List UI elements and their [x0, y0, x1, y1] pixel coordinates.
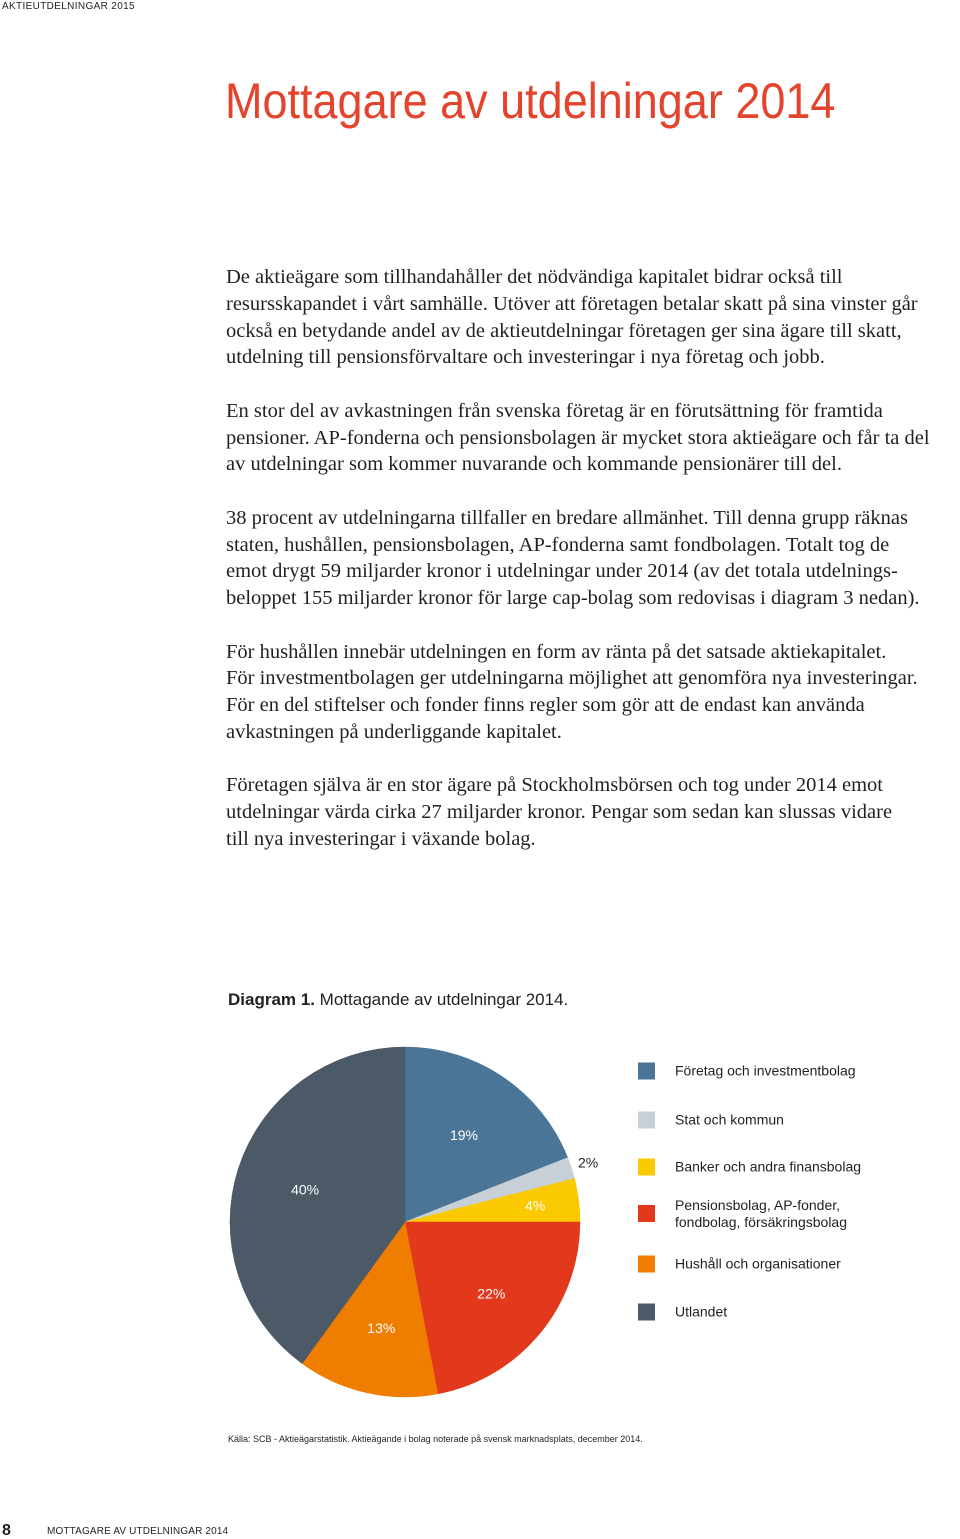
paragraph	[226, 772, 958, 852]
pie-chart	[220, 1036, 620, 1416]
text-line: utdelning till pensionsförvaltare och investeringar i nya företag och jobb.	[226, 346, 825, 369]
diagram-caption: Mottagande av utdelningar 2014.	[319, 990, 569, 1009]
legend-label: Stat och kommun	[675, 1111, 784, 1127]
paragraph	[226, 639, 958, 746]
running-head: AKTIEUTDELNINGAR 2015	[2, 1, 135, 12]
legend-swatch	[638, 1205, 655, 1222]
legend-swatch	[638, 1062, 655, 1079]
legend-item	[638, 1111, 865, 1128]
text-line: De aktieägare som tillhandahåller det nödvändiga kapitalet bidrar också till	[226, 266, 843, 288]
legend-swatch	[638, 1255, 655, 1272]
legend-item	[638, 1255, 865, 1272]
text-line: beloppet 155 miljarder kronor för large cap-bolag som redovisas i diagram 3 nedan).	[226, 587, 920, 609]
legend-swatch	[638, 1303, 655, 1320]
pie-label-pensionsbolag-ap-fonder-fondbolag-forsakringsbolag: 22%	[477, 1285, 506, 1302]
text-line: av utdelningar som kommer nuvarande och kommande pensionärer till del.	[226, 453, 842, 476]
paragraph	[226, 505, 958, 612]
legend-item	[638, 1062, 865, 1079]
text-line: också en betydande andel av de aktieutdelningar företagen ger sina ägare till skatt,	[226, 319, 902, 342]
legend-label: Hushåll och organisationer	[675, 1255, 841, 1271]
text-line: utdelningar värda cirka 27 miljarder kronor. Pengar som sedan kan slussas vidare	[226, 801, 893, 823]
pie-label-banker-och-andra-finansbolag: 4%	[525, 1197, 546, 1214]
legend-item	[638, 1303, 865, 1320]
text-line: Företagen själva är en stor ägare på Stockholmsbörsen och tog under 2014 emot	[226, 774, 883, 797]
text-line: För investmentbolagen ger utdelningarna möjlighet att genomföra nya investeringar.	[226, 667, 918, 690]
text-line: pensioner. AP-fonderna och pensionsbolagen är mycket stora aktieägare och får ta del	[226, 426, 930, 449]
paragraph	[226, 398, 958, 478]
text-line: resursskapandet i vårt samhälle. Utöver att företagen betalar skatt på sina vinster går	[226, 292, 918, 315]
text-line: avkastningen på underliggande kapitalet.	[226, 720, 562, 743]
text-line: För hushållen innebär utdelningen en form av ränta på det satsade aktiekapitalet.	[226, 640, 887, 663]
text-line: till nya investeringar i växande bolag.	[226, 827, 536, 850]
paragraph	[226, 264, 958, 371]
page-number: 8	[2, 1522, 11, 1539]
legend-label: Företag och investmentbolag	[675, 1062, 856, 1078]
text-line: staten, hushållen, pensionsbolagen, AP-fonderna samt fondbolagen. Totalt tog de	[226, 533, 890, 556]
pie-label-utlandet: 40%	[291, 1181, 320, 1198]
legend-label: Pensionsbolag, AP-fonder, fondbolag, försäkringsbolag	[675, 1196, 848, 1230]
text-line: emot drygt 59 miljarder kronor i utdelningar under 2014 (av det totala utdelnings-	[226, 560, 898, 583]
legend-item	[638, 1197, 865, 1231]
pie-label-foretag-och-investmentbolag: 19%	[449, 1127, 479, 1144]
diagram-number: Diagram 1.	[228, 990, 315, 1009]
diagram-heading	[228, 990, 568, 1010]
legend-label: Utlandet	[675, 1303, 728, 1319]
chart-source: Källa: SCB - Aktieägarstatistik. Aktieägande i bolag noterade på svensk marknadsplats, december 2014.	[228, 1434, 643, 1444]
text-line: 38 procent av utdelningarna tillfaller en bredare allmänhet. Till denna grupp räknas	[226, 506, 908, 529]
legend-swatch	[638, 1158, 655, 1175]
legend-label: Banker och andra finansbolag	[675, 1158, 862, 1174]
body-text	[226, 264, 958, 879]
page-title: Mottagare av utdelningar 2014	[225, 73, 836, 129]
pie-label-stat-och-kommun: 2%	[577, 1154, 599, 1171]
footer-section-title: MOTTAGARE AV UTDELNINGAR 2014	[47, 1526, 229, 1537]
legend-item	[638, 1158, 865, 1175]
legend-swatch	[638, 1111, 655, 1128]
text-line: För en del stiftelser och fonder finns regler som gör att de endast kan använda	[226, 694, 865, 716]
pie-label-hushall-och-organisationer: 13%	[367, 1319, 396, 1336]
text-line: En stor del av avkastningen från svenska företag är en förutsättning för framtida	[226, 399, 883, 422]
